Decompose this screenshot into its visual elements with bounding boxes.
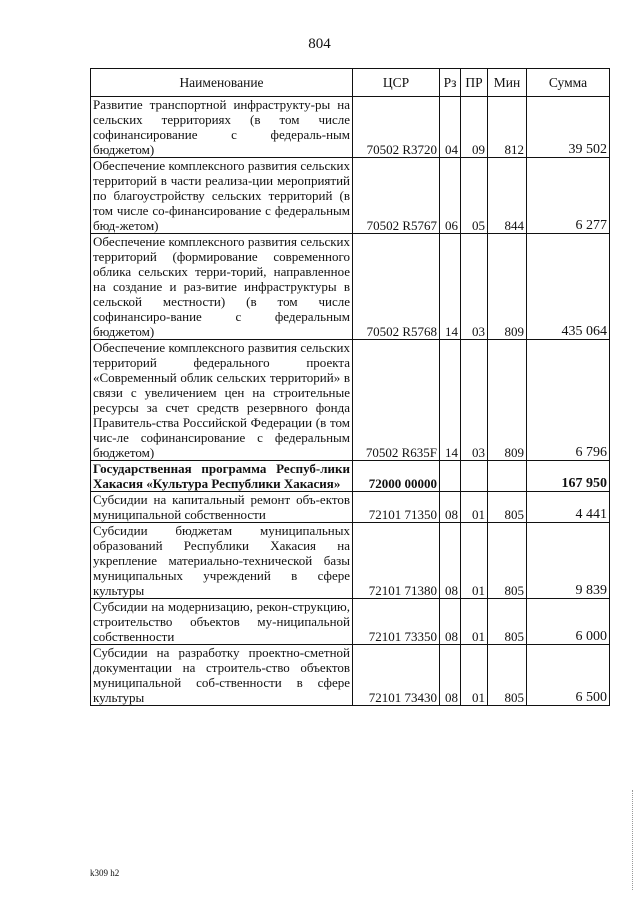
row-csr: 72000 00000 — [353, 461, 440, 492]
header-rz: Рз — [440, 69, 461, 97]
scan-edge-mark — [632, 790, 635, 890]
row-rz: 08 — [440, 645, 461, 706]
page-number: 804 — [308, 36, 331, 52]
row-sum: 6 796 — [527, 340, 610, 461]
row-name: Субсидии бюджетам муниципальных образований Республики Хакасия на укрепление материально-технической базы муниципальных учреждений в сфере культуры — [91, 523, 353, 599]
table-row — [91, 492, 610, 523]
row-sum: 9 839 — [527, 523, 610, 599]
row-min: 809 — [488, 340, 527, 461]
row-min — [488, 461, 527, 492]
row-name: Субсидии на модернизацию, рекон-струкцию, строительство объектов му-ниципальной собственности — [91, 599, 353, 645]
table-row — [91, 340, 610, 461]
row-csr: 72101 73350 — [353, 599, 440, 645]
row-csr: 70502 R3720 — [353, 97, 440, 158]
table-row — [91, 523, 610, 599]
row-sum: 4 441 — [527, 492, 610, 523]
row-name: Субсидии на капитальный ремонт объ-ектов муниципальной собственности — [91, 492, 353, 523]
program-row — [91, 461, 610, 492]
row-rz: 08 — [440, 523, 461, 599]
row-rz: 08 — [440, 492, 461, 523]
row-name: Обеспечение комплексного развития сельских территорий (формирование современного облика сельских терри-торий, направленное на создание и раз-витие инфраструктуры в сельской местности) (в том числе софинансиро-вание с федеральным бюджетом) — [91, 234, 353, 340]
table-row — [91, 645, 610, 706]
row-min: 812 — [488, 97, 527, 158]
row-pr: 03 — [461, 234, 488, 340]
header-pr: ПР — [461, 69, 488, 97]
row-sum: 167 950 — [527, 461, 610, 492]
row-min: 805 — [488, 492, 527, 523]
row-pr: 01 — [461, 492, 488, 523]
row-pr: 05 — [461, 158, 488, 234]
row-pr: 09 — [461, 97, 488, 158]
row-sum: 435 064 — [527, 234, 610, 340]
row-pr: 01 — [461, 599, 488, 645]
row-pr: 01 — [461, 523, 488, 599]
row-pr — [461, 461, 488, 492]
header-csr: ЦСР — [353, 69, 440, 97]
row-min: 805 — [488, 645, 527, 706]
row-name: Государственная программа Респуб-лики Хакасия «Культура Республики Хакасия» — [91, 461, 353, 492]
row-min: 809 — [488, 234, 527, 340]
row-name: Обеспечение комплексного развития сельских территорий в части реализа-ции мероприятий по благоустройству сельских территорий (в том числе со-финансирование с федеральным бюд-жетом) — [91, 158, 353, 234]
row-csr: 70502 R5768 — [353, 234, 440, 340]
row-csr: 70502 R5767 — [353, 158, 440, 234]
footer-code: k309 h2 — [90, 868, 120, 878]
row-csr: 72101 73430 — [353, 645, 440, 706]
table-header-row — [91, 69, 610, 97]
row-sum: 39 502 — [527, 97, 610, 158]
row-min: 805 — [488, 599, 527, 645]
row-sum: 6 277 — [527, 158, 610, 234]
row-name: Субсидии на разработку проектно-сметной документации на строитель-ство объектов муниципальной соб-ственности в сфере культуры — [91, 645, 353, 706]
table-row — [91, 97, 610, 158]
row-csr: 70502 R635F — [353, 340, 440, 461]
row-name: Развитие транспортной инфраструкту-ры на сельских территориях (в том числе софинансирование с федераль-ным бюджетом) — [91, 97, 353, 158]
row-pr: 03 — [461, 340, 488, 461]
budget-table — [90, 68, 610, 706]
row-rz — [440, 461, 461, 492]
header-min: Мин — [488, 69, 527, 97]
table-row — [91, 158, 610, 234]
header-sum: Сумма — [527, 69, 610, 97]
row-rz: 08 — [440, 599, 461, 645]
row-min: 805 — [488, 523, 527, 599]
row-min: 844 — [488, 158, 527, 234]
header-name: Наименование — [91, 69, 353, 97]
table-row — [91, 599, 610, 645]
table-row — [91, 234, 610, 340]
row-pr: 01 — [461, 645, 488, 706]
row-csr: 72101 71350 — [353, 492, 440, 523]
row-rz: 06 — [440, 158, 461, 234]
row-name: Обеспечение комплексного развития сельских территорий федерального проекта «Современный облик сельских территорий» в связи с увеличением цен на строительные ресурсы за счет средств резервного фонда Правитель-ства Российской Федерации (в том чис-ле софинансирование с федеральным бюджетом) — [91, 340, 353, 461]
row-sum: 6 500 — [527, 645, 610, 706]
row-rz: 14 — [440, 340, 461, 461]
row-sum: 6 000 — [527, 599, 610, 645]
row-rz: 04 — [440, 97, 461, 158]
row-csr: 72101 71380 — [353, 523, 440, 599]
row-rz: 14 — [440, 234, 461, 340]
